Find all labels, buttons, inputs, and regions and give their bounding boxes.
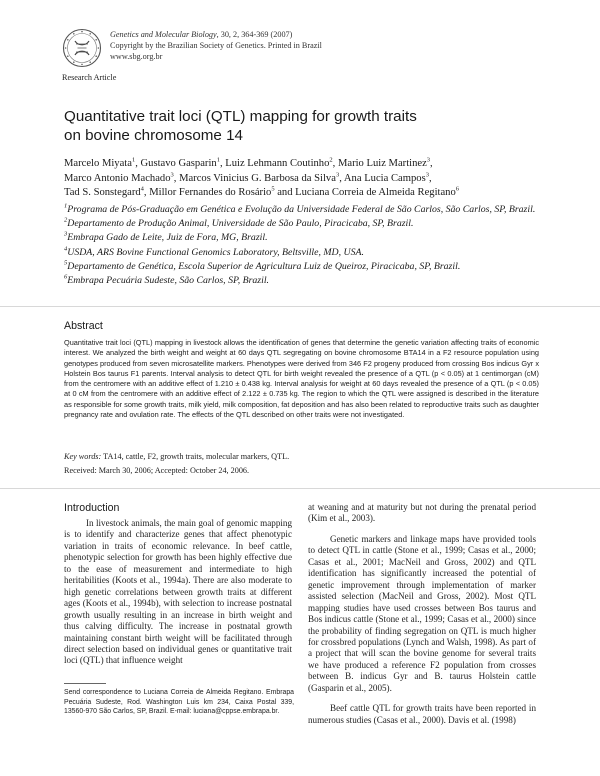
journal-citation: , 30, 2, 364-369 (2007)	[216, 30, 293, 39]
affiliation: $^3$Embrapa Gado de Leite, Juiz de Fora, MG, Brazil.	[64, 231, 268, 244]
article-title	[64, 108, 484, 145]
correspondence-footnote: Send correspondence to Luciana Correia de Almeida Regitano. Embrapa Pecuária Sudeste, Rod. Washington Luis km 234, Caixa Postal 339, 13560-970 São Carlos, SP, Brazil. E-mail: luciana@cppse.embrapa.br.	[64, 689, 294, 716]
article-type: Research Article	[62, 73, 117, 82]
abstract-text: Quantitative trait loci (QTL) mapping in livestock allows the identification of genes that determine the genetic variation affecting traits of economic interest. We analyzed the birth weight and weight at 60 days QTL segregating on bovine chromosome BTA14 in a F2 resource population using genotypes produced from seven microsatellite markers. Phenotypes were derived from 346 F2 progeny produced from crossing Bos indicus Gyr x Holstein Bos taurus F1 parents. Interval analysis to detect QTL for birth weight revealed the presence of a QTL (p < 0.05) at 1 centimorgan (cM) from the centromere with an additive effect of 1.210 ± 0.438 kg. Interval analysis for weight at 60 days revealed the presence of a QTL (p < 0.05) at 0 cM from the centromere with an additive effect of 2.122 ± 0.735 kg. The region to which the QTL were assigned is described in the literature as responsible for some growth traits, milk yield, milk composition, fat deposition and has also been related to reproductive traits such as daughter pregnancy rate and ovulation rate. The effects of the QTL described on other traits were not investigated.	[64, 338, 539, 420]
keywords-text: TA14, cattle, F2, growth traits, molecular markers, QTL.	[101, 452, 290, 461]
affiliation: $^5$Departamento de Genética, Escola Superior de Agricultura Luiz de Queiroz, Piracicaba, SP, Brazil.	[64, 259, 461, 272]
affiliation-list	[64, 203, 554, 288]
paragraph: Beef cattle QTL for growth traits have been reported in numerous studies (Casas et al., 2000). Davis et al. (1998)	[308, 703, 536, 725]
footnote-divider	[64, 683, 106, 684]
author: Marcos Vinicius G. Barbosa da Silva$^3$,	[179, 171, 344, 184]
copyright-line: Copyright by the Brazilian Society of Genetics. Printed in Brazil	[110, 41, 322, 50]
paragraph: In livestock animals, the main goal of genomic mapping is to identify and characterize genes that affect phenotypic variation in traits of economic relevance. In beef cattle, phenotypic selection for growth has been highly effective due to the ease of measurement and intermediate to high heritabilities (Koots et al., 1994a). There are also moderate to high genetic correlations between growth traits at different ages (Koots et al., 1994b), with selection to increase postnatal growth usually resulting in an increase in birth weight and thus calving difficulty. The increase in postnatal growth maintaining constant birth weight will be facilitated through direct selection based on individual genes or quantitative trait loci (QTL) that influence weight	[64, 518, 292, 666]
author: Mario Luiz Martinez$^3$,	[337, 156, 433, 169]
paragraph: at weaning and at maturity but not during the prenatal period (Kim et al., 2003).	[308, 502, 536, 524]
paragraph: Genetic markers and linkage maps have provided tools to detect QTL in cattle (Stone et al., 1999; Casas et al., 2000; Casas et al., 2001; MacNeil and Gross, 2002) and QTL identification has significantly increased the potential of genetic improvement through implementation of marker assisted selection (MacNeil and Gross, 2002). Most QTL mapping studies have used crosses between Bos taurus and Bos indicus cattle (Stone et al., 1999; Casas et al., 2000) since the probability of finding segregation on QTL is much higher for crossbred populations (Lynch and Walsh, 1998). As part of a project that will scan the bovine genome for several traits we have produced a reference F2 population from crosses between B. indicus Gyr and B. taurus Holstein cattle (Gasparin et al., 2005).	[308, 533, 536, 693]
author: Marco Antonio Machado$^3$,	[64, 171, 180, 184]
abstract-heading: Abstract	[64, 320, 103, 332]
left-column	[64, 518, 292, 667]
affiliation: $^1$Programa de Pós-Graduação em Genética e Evolução da Universidade Federal de São Carlos, São Carlos, SP, Brazil.	[64, 202, 536, 215]
author: Tad S. Sonstegard$^4$,	[64, 185, 150, 199]
journal-website[interactable]: www.sbg.org.br	[110, 52, 163, 61]
section-divider	[0, 306, 600, 307]
author: Luiz Lehmann Coutinho$^2$,	[225, 156, 338, 169]
author: Marcelo Miyata$^1$,	[64, 156, 141, 169]
journal-header	[110, 29, 322, 62]
author: Ana Lucia Campos$^3$,	[343, 171, 432, 184]
title-line: Quantitative trait loci (QTL) mapping for growth traits	[64, 108, 417, 125]
received-dates: Received: March 30, 2006; Accepted: October 24, 2006.	[64, 466, 250, 475]
author: Millor Fernandes do Rosário$^5$ and	[149, 185, 296, 199]
author: Luciana Correia de Almeida Regitano$^6$	[295, 185, 460, 199]
author-list	[64, 157, 544, 201]
keywords-label: Key words:	[64, 452, 102, 461]
keywords	[64, 452, 544, 461]
affiliation: $^4$USDA, ARS Bovine Functional Genomics Laboratory, Beltsville, MD, USA.	[64, 245, 364, 258]
journal-name: Genetics and Molecular Biology	[110, 30, 217, 39]
right-column	[308, 502, 536, 726]
section-divider	[0, 488, 600, 489]
affiliation: $^2$Departamento de Produção Animal, Universidade de São Paulo, Piracicaba, SP, Brazil.	[64, 216, 414, 230]
introduction-heading: Introduction	[64, 502, 120, 514]
sbg-society-seal-icon	[62, 28, 102, 68]
title-line: on bovine chromosome 14	[64, 126, 243, 144]
affiliation: $^6$Embrapa Pecuária Sudeste, São Carlos, SP, Brazil.	[64, 273, 269, 287]
author: Gustavo Gasparin$^1$,	[140, 156, 226, 169]
